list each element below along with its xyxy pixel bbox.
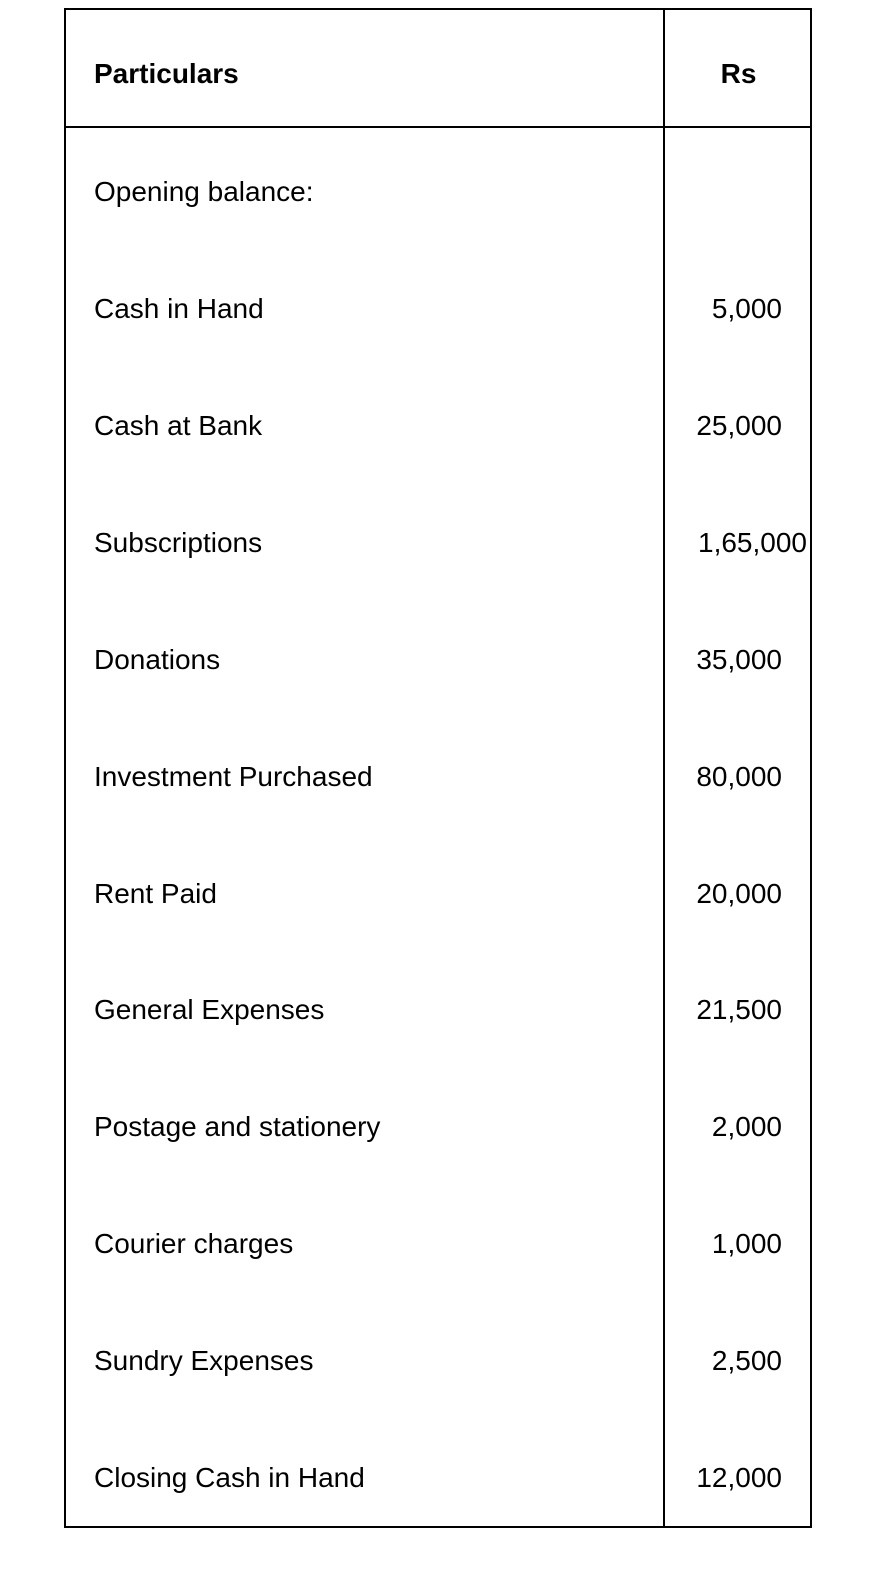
row-label: Cash in Hand bbox=[94, 293, 264, 324]
row-amount: 2,500 bbox=[711, 1345, 782, 1376]
table-row bbox=[66, 1111, 810, 1143]
header-rule bbox=[66, 126, 810, 128]
row-amount: 2,000 bbox=[711, 1111, 782, 1142]
table-row bbox=[66, 994, 810, 1026]
row-label: Sundry Expenses bbox=[94, 1345, 314, 1376]
row-label: Donations bbox=[94, 644, 221, 675]
row-label: Courier charges bbox=[94, 1228, 294, 1259]
table-row bbox=[66, 878, 810, 910]
row-amount: 1,65,000 bbox=[698, 527, 807, 558]
table-row bbox=[66, 527, 810, 559]
row-amount: 25,000 bbox=[696, 410, 782, 441]
row-label: Postage and stationery bbox=[94, 1111, 381, 1142]
row-amount: 21,500 bbox=[696, 994, 782, 1025]
row-amount: 1,000 bbox=[711, 1228, 782, 1259]
row-amount: 35,000 bbox=[696, 644, 782, 675]
table-row bbox=[66, 176, 810, 208]
table-row bbox=[66, 644, 810, 676]
header-particulars: Particulars bbox=[94, 58, 239, 89]
row-label: General Expenses bbox=[94, 994, 325, 1025]
row-label: Rent Paid bbox=[94, 878, 217, 909]
row-label: Subscriptions bbox=[94, 527, 263, 558]
table-row bbox=[66, 1228, 810, 1260]
row-label: Closing Cash in Hand bbox=[94, 1462, 365, 1493]
row-label: Investment Purchased bbox=[94, 761, 373, 792]
ledger-table bbox=[64, 8, 812, 1528]
table-row bbox=[66, 1462, 810, 1494]
row-amount: 20,000 bbox=[696, 878, 782, 909]
row-amount: 12,000 bbox=[696, 1462, 782, 1493]
row-amount: 5,000 bbox=[711, 293, 782, 324]
table-row bbox=[66, 1345, 810, 1377]
row-label: Opening balance: bbox=[94, 176, 314, 207]
header-amount: Rs bbox=[720, 58, 757, 89]
table-row bbox=[66, 761, 810, 793]
table-row bbox=[66, 410, 810, 442]
row-label: Cash at Bank bbox=[94, 410, 263, 441]
row-amount: 80,000 bbox=[696, 761, 782, 792]
table-row bbox=[66, 293, 810, 325]
